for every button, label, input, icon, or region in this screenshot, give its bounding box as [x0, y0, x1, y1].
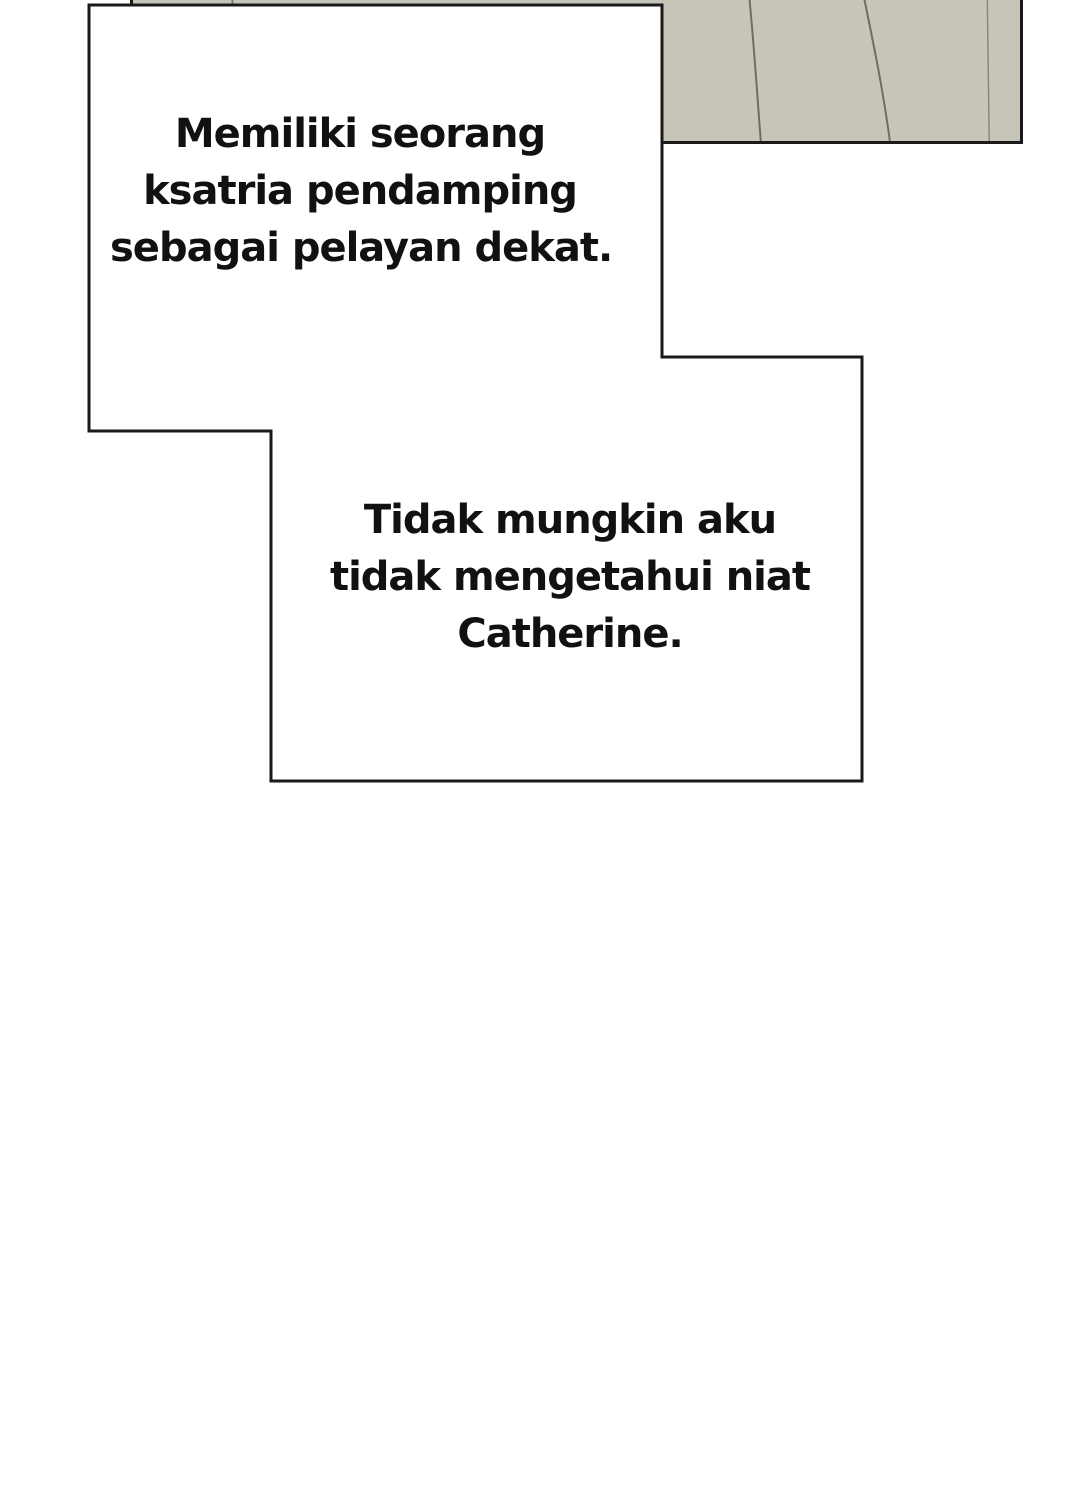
caption-1-line-2: ksatria pendamping	[143, 168, 577, 214]
caption-2-line-3: Catherine.	[457, 611, 683, 657]
caption-2-line-2: tidak mengetahui niat	[329, 554, 811, 600]
caption-1-line-1: Memiliki seorang	[174, 111, 546, 157]
caption-text-2	[310, 492, 830, 663]
caption-1-line-3: sebagai pelayan dekat.	[110, 225, 613, 271]
caption-text-1	[110, 106, 613, 277]
caption-2-line-1: Tidak mungkin aku	[363, 497, 777, 543]
